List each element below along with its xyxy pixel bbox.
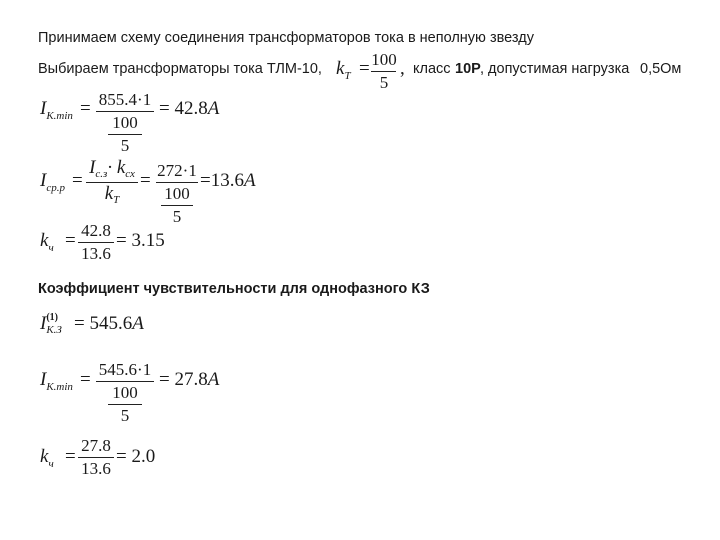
eq2-f2-mid: 100 <box>164 184 190 203</box>
eq1-equals: = <box>80 98 91 119</box>
eq2-f2-numerator: 272·1 <box>157 161 197 180</box>
eq3-result: = 3.15 <box>116 230 165 251</box>
eq3-equals: = <box>65 230 76 251</box>
eq2-result: =13.6A <box>200 170 256 191</box>
eq5-low-denominator: 5 <box>120 406 130 425</box>
eq5-lhs: $I_{K.min}$ <box>40 369 73 393</box>
eq2-equals-1: = <box>72 170 83 191</box>
kt-equals: = <box>359 58 370 79</box>
kt-symbol: $k_T$ <box>336 58 351 82</box>
intro-line: Принимаем схему соединения трансформаторов тока в неполную звезду <box>38 30 534 46</box>
kt-comma: , <box>400 58 405 79</box>
eq5-mid-denominator: 100 <box>112 383 138 402</box>
section-title: Коэффициент чувствительности для однофазного КЗ <box>38 281 430 297</box>
eq1-numerator: 855.4·1 <box>98 90 152 109</box>
eq6-numerator: 27.8 <box>81 436 111 455</box>
eq6-denominator: 13.6 <box>81 459 111 478</box>
eq1-mid-denominator: 100 <box>112 113 138 132</box>
load-label: , допустимая нагрузка <box>480 61 630 77</box>
class-label: класс <box>413 61 451 77</box>
eq5-equals: = <box>80 369 91 390</box>
eq1-lhs: $I_{K.min}$ <box>40 98 73 122</box>
eq4-lhs: I (1) К.З <box>40 312 62 336</box>
eq6-result: = 2.0 <box>116 446 156 467</box>
eq3-denominator: 13.6 <box>81 244 111 263</box>
eq3-numerator: 42.8 <box>81 221 111 240</box>
eq2-f2-low: 5 <box>172 207 182 226</box>
kt-numerator: 100 <box>371 50 397 69</box>
eq2-f1-numerator: $I_{с.з}\cdot k_{сх}$ <box>89 157 135 180</box>
eq5-numerator: 545.6·1 <box>98 360 152 379</box>
eq5-result: = 27.8A <box>159 369 220 390</box>
kt-denominator: 5 <box>379 73 389 92</box>
eq2-equals-2: = <box>140 170 151 191</box>
eq1-low-denominator: 5 <box>120 136 130 155</box>
eq4-result: = 545.6A <box>74 313 144 334</box>
class-value: 10Р <box>455 61 481 77</box>
selection-prefix: Выбираем трансформаторы тока ТЛМ-10, <box>38 61 322 77</box>
eq6-equals: = <box>65 446 76 467</box>
eq1-result: = 42.8A <box>159 98 220 119</box>
eq2-lhs: $I_{ср.р}$ <box>40 170 65 194</box>
load-value: 0,5Ом <box>640 61 682 77</box>
eq2-f1-denominator: $k_T$ <box>104 183 120 206</box>
eq6-lhs: $k_ч$ <box>40 446 54 470</box>
eq3-lhs: $k_ч$ <box>40 230 54 254</box>
